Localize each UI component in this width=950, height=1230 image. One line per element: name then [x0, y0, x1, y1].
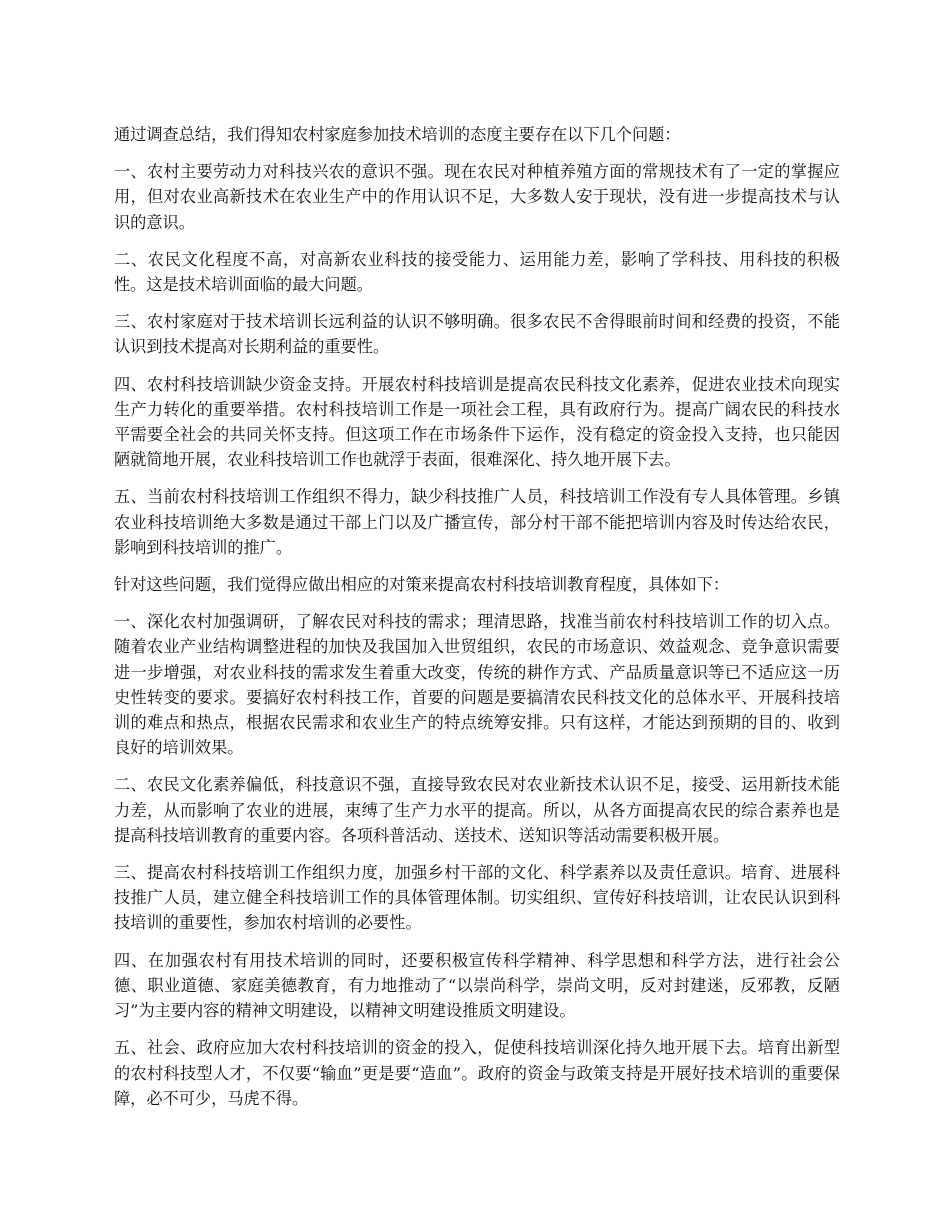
countermeasure-paragraph-1: 一、深化农村加强调研，了解农民对科技的需求；理清思路，找准当前农村科技培训工作的切入点。随着农业产业结构调整进程的加快及我国加入世贸组织，农民的市场意识、效益观念、竞争意识需要进一步增强，对农业科技的需求发生着重大改变，传统的耕作方式、产品质量意识等已不适应这一历史性转变的要求。要搞好农村科技工作，首要的问题是要搞清农民科技文化的总体水平、开展科技培训的难点和热点，根据农民需求和农业生产的特点统筹安排。只有这样，才能达到预期的目的、收到良好的培训效果。 — [114, 612, 840, 758]
problem-paragraph-2: 二、农民文化程度不高，对高新农业科技的接受能力、运用能力差，影响了学科技、用科技的积极性。这是技术培训面临的最大问题。 — [114, 249, 840, 295]
problem-paragraph-4: 四、农村科技培训缺少资金支持。开展农村科技培训是提高农民科技文化素养，促进农业技术向现实生产力转化的重要举措。农村科技培训工作是一项社会工程，具有政府行为。提高广阔农民的科技水平需要全社会的共同关怀支持。但这项工作在市场条件下运作，没有稳定的资金投入支持，也只能因陋就简地开展，农业科技培训工作也就浮于表面，很难深化、持久地开展下去。 — [114, 374, 840, 470]
countermeasure-intro-paragraph: 针对这些问题，我们觉得应做出相应的对策来提高农村科技培训教育程度，具体如下： — [114, 575, 730, 595]
countermeasure-paragraph-4: 四、在加强农村有用技术培训的同时，还要积极宣传科学精神、科学思想和科学方法，进行社会公德、职业道德、家庭美德教育，有力地推动了“以崇尚科学，崇尚文明，反对封建迷，反邪教，反陋习”为主要内容的精神文明建设，以精神文明建设推质文明建设。 — [114, 950, 840, 1021]
countermeasure-paragraph-2: 二、农民文化素养偏低，科技意识不强，直接导致农民对农业新技术认识不足，接受、运用新技术能力差，从而影响了农业的进展，束缚了生产力水平的提高。所以，从各方面提高农民的综合素养也是提高科技培训教育的重要内容。各项科普活动、送技术、送知识等活动需要积极开展。 — [114, 775, 840, 845]
problem-paragraph-5: 五、当前农村科技培训工作组织不得力，缺少科技推广人员，科技培训工作没有专人具体管理。乡镇农业科技培训绝大多数是通过干部上门以及广播宣传，部分村干部不能把培训内容及时传达给农民，影响到科技培训的推广。 — [114, 487, 840, 557]
document-body — [114, 122, 840, 1123]
problem-paragraph-3: 三、农村家庭对于技术培训长远利益的认识不够明确。很多农民不舍得眼前时间和经费的投资，不能认识到技术提高对长期利益的重要性。 — [114, 312, 840, 357]
intro-paragraph: 通过调查总结，我们得知农村家庭参加技术培训的态度主要存在以下几个问题： — [114, 125, 681, 144]
problem-paragraph-1: 一、农村主要劳动力对科技兴农的意识不强。现在农民对种植养殖方面的常规技术有了一定的掌握应用，但对农业高新技术在农业生产中的作用认识不足，大多数人安于现状，没有进一步提高技术与认识的意识。 — [114, 162, 840, 232]
countermeasure-paragraph-3: 三、提高农村科技培训工作组织力度，加强乡村干部的文化、科学素养以及责任意识。培育、进展科技推广人员，建立健全科技培训工作的具体管理体制。切实组织、宣传好科技培训，让农民认识到科技培训的重要性，参加农村培训的必要性。 — [114, 863, 840, 933]
countermeasure-paragraph-5: 五、社会、政府应加大农村科技培训的资金的投入，促使科技培训深化持久地开展下去。培育出新型的农村科技型人才，不仅要“输血”更是要“造血”。政府的资金与政策支持是开展好技术培训的重要保障，必不可少，马虎不得。 — [114, 1038, 840, 1108]
